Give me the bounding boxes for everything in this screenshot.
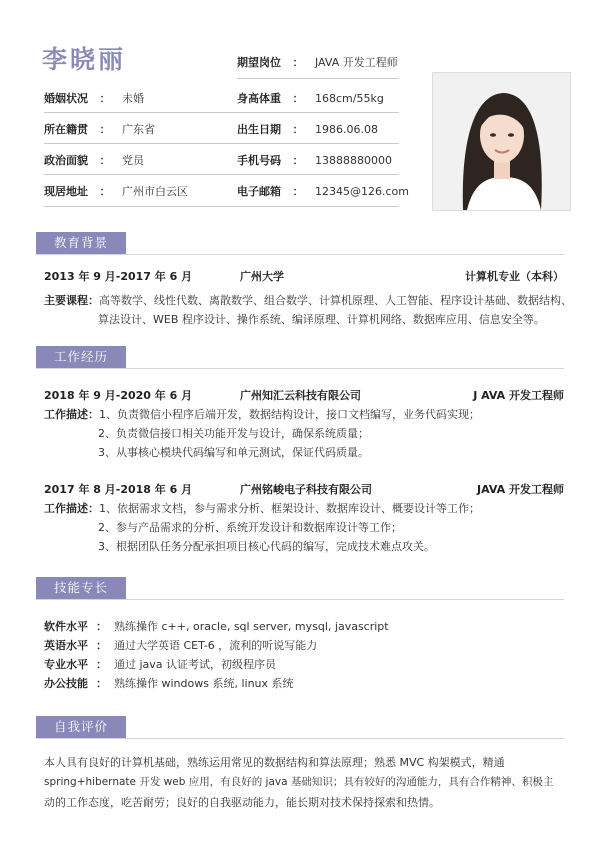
job-desc-line xyxy=(44,500,480,516)
phone-colon: ： xyxy=(292,154,304,167)
height-weight-field xyxy=(237,90,384,106)
skill-colon: ： xyxy=(96,658,107,671)
politics-colon: ： xyxy=(99,154,111,167)
skill-label: 专业水平 xyxy=(44,658,88,671)
job-desc-line: 2、参与产品需求的分析、系统开发设计和数据库设计等工作； xyxy=(98,521,402,534)
section-divider xyxy=(36,738,564,739)
marital-value: 未婚 xyxy=(122,92,144,105)
address-label: 现居地址 xyxy=(44,185,88,198)
job-position: J AVA 开发工程师 xyxy=(473,389,564,402)
phone-label: 手机号码 xyxy=(237,154,281,167)
email-value: 12345@126.com xyxy=(315,185,409,198)
education-major: 计算机专业（本科） xyxy=(465,270,564,283)
skill-colon: ： xyxy=(96,677,107,690)
self-line-2: spring+hibernate 开发 web 应用，有良好的 java 基础知识；具有较好的沟通能力，具有合作精神、积极主 xyxy=(44,776,554,788)
skill-value: 通过大学英语 CET-6 ，流利的听说写能力 xyxy=(114,639,318,652)
job-row-1 xyxy=(44,387,564,403)
job-desc-text: 1、依据需求文档，参与需求分析、框架设计、数据库设计、概要设计等工作； xyxy=(99,502,480,515)
section-title-work: 工作经历 xyxy=(36,346,126,368)
birth-field xyxy=(237,121,378,137)
skill-row xyxy=(44,637,317,653)
address-field xyxy=(44,183,188,199)
email-label: 电子邮箱 xyxy=(237,185,281,198)
section-divider xyxy=(36,368,564,369)
job-colon: ： xyxy=(292,56,304,69)
email-field xyxy=(237,183,409,199)
skill-value: 通过 java 认证考试，初级程序员 xyxy=(114,658,277,671)
phone-value: 13888880000 xyxy=(315,154,392,167)
divider xyxy=(44,174,399,175)
section-title-skills: 技能专长 xyxy=(36,577,126,599)
skill-value: 熟练操作 windows 系统, linux 系统 xyxy=(114,677,294,690)
skill-value: 熟练操作 c++, oracle, sql server, mysql, javascript xyxy=(114,620,389,633)
self-line-1: 本人具有良好的计算机基础，熟练运用常见的数据结构和算法原理；熟悉 MVC 构架模式，精通 xyxy=(44,756,505,769)
skill-label: 软件水平 xyxy=(44,620,88,633)
skill-row xyxy=(44,675,294,691)
hometown-value: 广东省 xyxy=(122,123,155,136)
portrait-illustration xyxy=(433,73,570,210)
skill-colon: ： xyxy=(96,620,107,633)
job-period: 2018 年 9 月-2020 年 6 月 xyxy=(44,389,193,402)
section-divider xyxy=(36,254,564,255)
skill-colon: ： xyxy=(96,639,107,652)
section-divider xyxy=(36,599,564,600)
job-desc-line xyxy=(44,406,480,422)
politics-label: 政治面貌 xyxy=(44,154,88,167)
job-label: 期望岗位 xyxy=(237,56,281,69)
hometown-colon: ： xyxy=(99,123,111,136)
job-desc-line: 3、从事核心模块代码编写和单元测试，保证代码质量。 xyxy=(98,446,369,459)
hometown-field xyxy=(44,121,155,137)
job-desc-line: 2、负责微信接口相关功能开发与设计，确保系统质量； xyxy=(98,427,369,440)
courses-label: 主要课程： xyxy=(44,294,99,307)
marital-field xyxy=(44,90,144,106)
skill-label: 英语水平 xyxy=(44,639,88,652)
job-position: JAVA 开发工程师 xyxy=(477,483,564,496)
courses-text-1: 高等数学、线性代数、离散数学、组合数学、计算机原理、人工智能、程序设计基础、数据结构、 xyxy=(99,294,572,307)
profile-photo xyxy=(432,72,571,211)
job-field xyxy=(237,54,398,70)
height-weight-colon: ： xyxy=(292,92,304,105)
education-row xyxy=(44,268,564,284)
job-desc-line: 3、根据团队任务分配承担项目核心代码的编写，完成技术难点攻关。 xyxy=(98,540,435,553)
education-school: 广州大学 xyxy=(240,270,284,283)
job-desc-label: 工作描述： xyxy=(44,408,99,421)
marital-label: 婚姻状况 xyxy=(44,92,88,105)
hometown-label: 所在籍贯 xyxy=(44,123,88,136)
divider xyxy=(44,206,399,207)
height-weight-value: 168cm/55kg xyxy=(315,92,384,105)
job-company: 广州知汇云科技有限公司 xyxy=(240,389,361,402)
email-colon: ： xyxy=(292,185,304,198)
address-colon: ： xyxy=(99,185,111,198)
courses-line-2: 算法设计、WEB 程序设计、操作系统、编译原理、计算机网络、数据库应用、信息安全等。 xyxy=(98,313,545,326)
section-title-education: 教育背景 xyxy=(36,232,126,254)
divider xyxy=(44,112,399,113)
skill-row xyxy=(44,656,276,672)
divider xyxy=(44,143,399,144)
marital-colon: ： xyxy=(99,92,111,105)
skill-label: 办公技能 xyxy=(44,677,88,690)
skill-row xyxy=(44,618,389,634)
job-value: JAVA 开发工程师 xyxy=(315,56,398,69)
birth-value: 1986.06.08 xyxy=(315,123,378,136)
phone-field xyxy=(237,152,392,168)
divider xyxy=(237,78,399,79)
job-desc-label: 工作描述： xyxy=(44,502,99,515)
birth-colon: ： xyxy=(292,123,304,136)
birth-label: 出生日期 xyxy=(237,123,281,136)
politics-field xyxy=(44,152,144,168)
job-period: 2017 年 8 月-2018 年 6 月 xyxy=(44,483,193,496)
job-row-2 xyxy=(44,481,564,497)
candidate-name: 李晓丽 xyxy=(42,45,127,74)
politics-value: 党员 xyxy=(122,154,144,167)
height-weight-label: 身高体重 xyxy=(237,92,281,105)
courses-line-1 xyxy=(44,292,572,308)
self-line-3: 动的工作态度，吃苦耐劳；良好的自我驱动能力，能长期对技术保持探索和热情。 xyxy=(44,796,440,809)
section-title-self: 自我评价 xyxy=(36,716,126,738)
job-desc-text: 1、负责微信小程序后端开发，数据结构设计，接口文档编写，业务代码实现； xyxy=(99,408,480,421)
education-period: 2013 年 9 月-2017 年 6 月 xyxy=(44,270,193,283)
job-company: 广州铭峻电子科技有限公司 xyxy=(240,483,372,496)
address-value: 广州市白云区 xyxy=(122,185,188,198)
